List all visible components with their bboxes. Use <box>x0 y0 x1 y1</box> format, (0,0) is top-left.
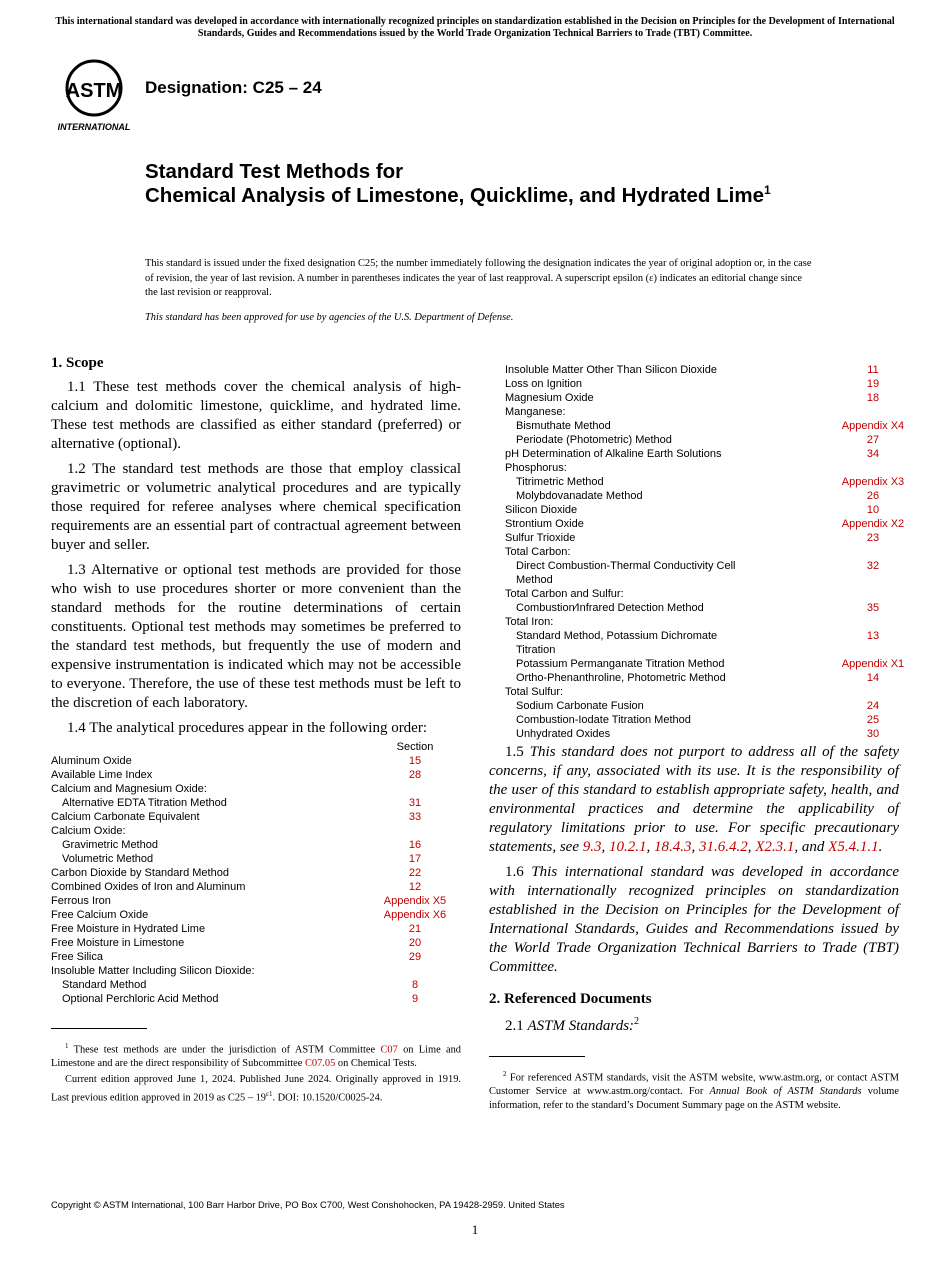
footnote-2: $^2$ For referenced ASTM standards, visit the ASTM website, www.astm.org, or contact ASTM Customer Service at www.astm.org/contact. For Annual Book of ASTM Standards volume information, refer to the standard’s Document Summary page on the ASTM website. <box>489 1070 899 1112</box>
toc-entry <box>51 782 461 796</box>
toc-entry-label: Phosphorus: <box>505 462 567 474</box>
toc-entry-section-link[interactable]: 25 <box>866 714 880 726</box>
toc-entry <box>505 685 899 699</box>
toc-entry-label: Ortho-Phenanthroline, Photometric Method <box>516 672 726 684</box>
toc-entry-label: Aluminum Oxide <box>51 755 132 767</box>
issue-note: This standard is issued under the fixed designation C25; the number immediately following the designation indicates the year of original adoption or, in the case of revision, the year of last revision. A number in parentheses indicates the year of last reapproval. A superscript epsilon (ε) indicates an editorial change since the last revision or reapproval. <box>145 258 812 299</box>
toc-entry-section-link[interactable]: 32 <box>866 560 880 572</box>
toc-entry-section-link[interactable]: 29 <box>408 951 422 963</box>
toc-entry <box>505 671 899 685</box>
toc-entry-label: Titrimetric Method <box>516 476 604 488</box>
toc-entry-section-link[interactable]: 23 <box>866 532 880 544</box>
toc-entry-section-link[interactable]: Appendix X5 <box>383 895 447 907</box>
toc-entry <box>51 936 461 950</box>
toc-entry-label: Magnesium Oxide <box>505 392 594 404</box>
para-2-1: 2.1 ASTM Standards:$^2$ <box>505 1016 640 1034</box>
toc-entry-section-link[interactable]: 22 <box>408 867 422 879</box>
toc-entry <box>505 377 899 391</box>
right-column <box>489 355 905 1113</box>
toc-entry-section-link[interactable]: 21 <box>408 923 422 935</box>
dod-note: This standard has been approved for use by agencies of the U.S. Department of Defense. <box>145 312 514 323</box>
title-line-1: Standard Test Methods for <box>145 160 404 183</box>
toc-entry-label: Calcium and Magnesium Oxide: <box>51 783 207 795</box>
toc-entry-section-link[interactable]: 34 <box>866 448 880 460</box>
subcommittee-link[interactable]: C07.05 <box>304 1058 336 1070</box>
toc-entry-label: Molybdovanadate Method <box>516 490 643 502</box>
precaution-reference-link[interactable]: 10.2.1 <box>608 839 647 855</box>
toc-entry-label: Strontium Oxide <box>505 518 584 530</box>
toc-entry-section-link[interactable]: 8 <box>411 979 419 991</box>
toc-entry <box>51 810 461 824</box>
toc-entry-label: Combined Oxides of Iron and Aluminum <box>51 881 246 893</box>
toc-entry-label: Bismuthate Method <box>516 420 611 432</box>
toc-entry <box>51 838 461 852</box>
toc-entry <box>505 405 899 419</box>
top-notice: This international standard was developed in accordance with internationally recognized principles on standardization established in the Decision on Principles for the Development of International Standards, Guides and Recommendations issued by the World Trade Organization Technical Barriers to Trade (TBT) Committee. <box>55 16 895 39</box>
toc-entry-label: Direct Combustion-Thermal Conductivity Cell Method <box>516 560 736 586</box>
para-1-3: 1.3 Alternative or optional test methods are provided for those who wish to use procedures shorter or more convenient than the standard methods for the routine determinations of certain constituents. Optional test methods may sometimes be preferred to the standard test methods, but frequently the use of modern and expensive instrumentation is indicated which may not be accessible to everyone. Therefore, the use of these test methods must be left to the discretion of each laboratory. <box>51 562 461 711</box>
precaution-reference-link[interactable]: 31.6.4.2 <box>698 839 748 855</box>
toc-entry-label: Total Sulfur: <box>505 686 564 698</box>
para-1-1: 1.1 These test methods cover the chemical analysis of high-calcium and dolomitic limestone, quicklime, and hydrated lime. These test methods are classified as either standard (preferred) or alternative (optional). <box>51 379 461 452</box>
toc-entry <box>505 475 905 489</box>
document-title <box>145 160 865 208</box>
toc-entry-section-link[interactable]: 33 <box>408 811 422 823</box>
toc-entry <box>505 699 899 713</box>
toc-entry-label: Free Silica <box>51 951 103 963</box>
astm-logo-icon <box>54 58 134 132</box>
toc-entry-label: Loss on Ignition <box>505 378 583 390</box>
toc-entry <box>505 531 899 545</box>
toc-entry <box>51 852 461 866</box>
toc-entry <box>505 601 899 615</box>
toc-entry <box>505 657 905 671</box>
toc-entry <box>505 629 899 657</box>
toc-entry-section-link[interactable]: 31 <box>408 797 422 809</box>
logo-text: ASTM <box>65 80 123 102</box>
toc-entry-label: Combustion-Iodate Titration Method <box>516 714 691 726</box>
precaution-reference-link[interactable]: 9.3 <box>582 839 602 855</box>
toc-entry-label: Potassium Permanganate Titration Method <box>516 658 725 670</box>
toc-entry-label: Gravimetric Method <box>62 839 158 851</box>
copyright-notice: Copyright © ASTM International, 100 Barr Harbor Drive, PO Box C700, West Conshohocken, PA 19428-2959. United States <box>51 1199 565 1210</box>
toc-entry <box>505 713 899 727</box>
toc-entry <box>51 796 461 810</box>
toc-entry-section-link[interactable]: 10 <box>866 504 880 516</box>
toc-entry-section-link[interactable]: 30 <box>866 728 880 740</box>
toc-entry <box>505 489 899 503</box>
toc-entry <box>505 461 899 475</box>
toc-entry-section-link[interactable]: 18 <box>866 392 880 404</box>
toc-entry-label: Total Carbon: <box>505 546 571 558</box>
toc-entry-label: Manganese: <box>505 406 566 418</box>
toc-entry-section-link[interactable]: 28 <box>408 769 422 781</box>
toc-entry <box>505 391 899 405</box>
toc-entry-label: Ferrous Iron <box>51 895 111 907</box>
toc-entry <box>505 545 899 559</box>
toc-entry-section-link[interactable]: 17 <box>408 853 422 865</box>
toc-entry-section-link[interactable]: 13 <box>866 630 880 642</box>
para-1-5: 1.5 This standard does not purport to address all of the safety concerns, if any, associated with its use. It is the responsibility of the user of this standard to establish appropriate safety, health, and environmental practices and determine the applicability of regulatory limitations prior to use. For specific precautionary statements, see 9.3, 10.2.1, 18.4.3, 31.6.4.2, X2.3.1, and X5.4.1.1. <box>489 744 900 855</box>
scope-heading: 1. Scope <box>51 355 104 371</box>
toc-entry <box>51 964 461 978</box>
toc-entry-label: Free Moisture in Limestone <box>51 937 185 949</box>
toc-entry <box>505 433 899 447</box>
toc-entry-label: Unhydrated Oxides <box>516 728 611 740</box>
astm-logo <box>54 58 134 132</box>
toc-entry <box>51 894 461 908</box>
toc-entry <box>51 950 461 964</box>
toc-entry-section-link[interactable]: Appendix X1 <box>841 658 905 670</box>
title-line-2: Chemical Analysis of Limestone, Quicklime, and Hydrated Lime$^1$ <box>145 183 771 207</box>
title-footnote-mark: 1 <box>763 183 771 198</box>
toc-entry-section-link[interactable]: 20 <box>408 937 422 949</box>
toc-section-header: Section <box>396 741 434 753</box>
toc-entry-label: Combustion⁄Infrared Detection Method <box>516 602 704 614</box>
toc-entry <box>51 768 461 782</box>
toc-entry <box>505 503 899 517</box>
referenced-documents-heading: 2. Referenced Documents <box>489 991 652 1007</box>
toc-entry-label: Calcium Carbonate Equivalent <box>51 811 200 823</box>
footnote-rule-2 <box>489 1056 585 1057</box>
precaution-reference-link[interactable]: X2.3.1 <box>755 839 795 855</box>
toc-entry-label: Free Moisture in Hydrated Lime <box>51 923 206 935</box>
para-1-4: 1.4 The analytical procedures appear in the following order: <box>67 720 428 736</box>
toc-entry <box>505 559 899 587</box>
toc-entry <box>51 908 461 922</box>
toc-entry-label: Carbon Dioxide by Standard Method <box>51 867 229 879</box>
toc-entry <box>505 615 899 629</box>
toc-entry-label: Standard Method <box>62 979 147 991</box>
toc-entry-section-link[interactable]: 14 <box>866 672 880 684</box>
toc-entry-section-link[interactable]: Appendix X4 <box>841 420 905 432</box>
toc-entry-label: Total Iron: <box>505 616 554 628</box>
designation: Designation: C25 – 24 <box>145 78 322 97</box>
toc-entry <box>51 754 461 768</box>
toc-entry-section-link[interactable]: 12 <box>408 881 422 893</box>
toc-entry-section-link[interactable]: 19 <box>866 378 880 390</box>
precaution-reference-link[interactable]: X5.4.1.1 <box>828 839 879 855</box>
committee-link[interactable]: C07 <box>380 1044 398 1056</box>
page-number: 1 <box>471 1222 479 1237</box>
toc-entry-label: Optional Perchloric Acid Method <box>62 993 219 1005</box>
toc-entry <box>51 922 461 936</box>
toc-entry <box>51 824 461 838</box>
logo-subtext: INTERNATIONAL <box>57 122 131 132</box>
para-1-6: 1.6 This international standard was developed in accordance with internationally recognized principles on standardization established in the Decision on Principles for the Development of International Standards, Guides and Recommendations issued by the World Trade Organization Technical Barriers to Trade (TBT) Committee. <box>489 864 900 975</box>
toc-entry <box>505 363 899 377</box>
toc-entry-label: Periodate (Photometric) Method <box>516 434 672 446</box>
toc-entry-label: Standard Method, Potassium Dichromate Titration <box>516 630 718 656</box>
toc-entry-section-link[interactable]: 35 <box>866 602 880 614</box>
left-column <box>51 355 461 1106</box>
toc-entry <box>505 517 905 531</box>
toc-entry-label: pH Determination of Alkaline Earth Solutions <box>505 448 722 460</box>
toc-entry <box>505 419 905 433</box>
toc-entry-label: Volumetric Method <box>62 853 154 865</box>
toc-entry-section-link[interactable]: 27 <box>866 434 880 446</box>
toc-entry-label: Free Calcium Oxide <box>51 909 149 921</box>
toc-entry-section-link[interactable]: Appendix X2 <box>841 518 905 530</box>
footnote-1: $^1$ These test methods are under the jurisdiction of ASTM Committee C07 on Lime and Limestone and are the direct responsibility of Subcommittee C07.05 on Chemical Tests. Current edition approved June 1, 2024. Published June 2024. Originally approved in 1919. Last previous edition approved in 2019 as $C25 - 19^{\varepsilon 1}$. DOI: 10.1520/C0025-24. <box>51 1042 461 1104</box>
footnote-rule <box>51 1028 147 1029</box>
toc-entry-section-link[interactable]: 11 <box>867 364 879 376</box>
toc-entry-label: Alternative EDTA Titration Method <box>62 797 227 809</box>
toc-entry <box>51 880 461 894</box>
toc-entry-label: Sulfur Trioxide <box>505 532 576 544</box>
toc-entry-label: Available Lime Index <box>51 769 153 781</box>
toc-entry-label: Silicon Dioxide <box>505 504 578 516</box>
toc-entry-label: Calcium Oxide: <box>51 825 126 837</box>
toc-entry <box>51 992 461 1006</box>
toc-entry-label: Insoluble Matter Including Silicon Dioxide: <box>51 965 255 977</box>
toc-entry-label: Total Carbon and Sulfur: <box>505 588 624 600</box>
toc-entry-section-link[interactable]: 9 <box>411 993 419 1005</box>
precaution-reference-link[interactable]: 18.4.3 <box>653 839 692 855</box>
toc-entry-section-link[interactable]: 15 <box>408 755 422 767</box>
toc-entry-section-link[interactable]: Appendix X6 <box>383 909 447 921</box>
toc-entry-section-link[interactable]: 16 <box>408 839 422 851</box>
toc-entry-label: Insoluble Matter Other Than Silicon Dioxide <box>505 364 717 376</box>
toc-left <box>51 740 461 1006</box>
toc-entry <box>505 727 899 741</box>
para-1-2: 1.2 The standard test methods are those that employ classical gravimetric or volumetric analytical procedures and are typically those required for referee analyses where chemical specification requirements are an essential part of contractual agreement between buyer and seller. <box>51 461 461 553</box>
toc-entry <box>505 587 899 601</box>
toc-right <box>505 363 905 741</box>
toc-entry-section-link[interactable]: Appendix X3 <box>841 476 905 488</box>
toc-entry-label: Sodium Carbonate Fusion <box>516 700 644 712</box>
toc-entry <box>505 447 899 461</box>
toc-entry <box>51 866 461 880</box>
toc-entry <box>51 978 461 992</box>
toc-entry-section-link[interactable]: 24 <box>866 700 880 712</box>
toc-entry-section-link[interactable]: 26 <box>866 490 880 502</box>
